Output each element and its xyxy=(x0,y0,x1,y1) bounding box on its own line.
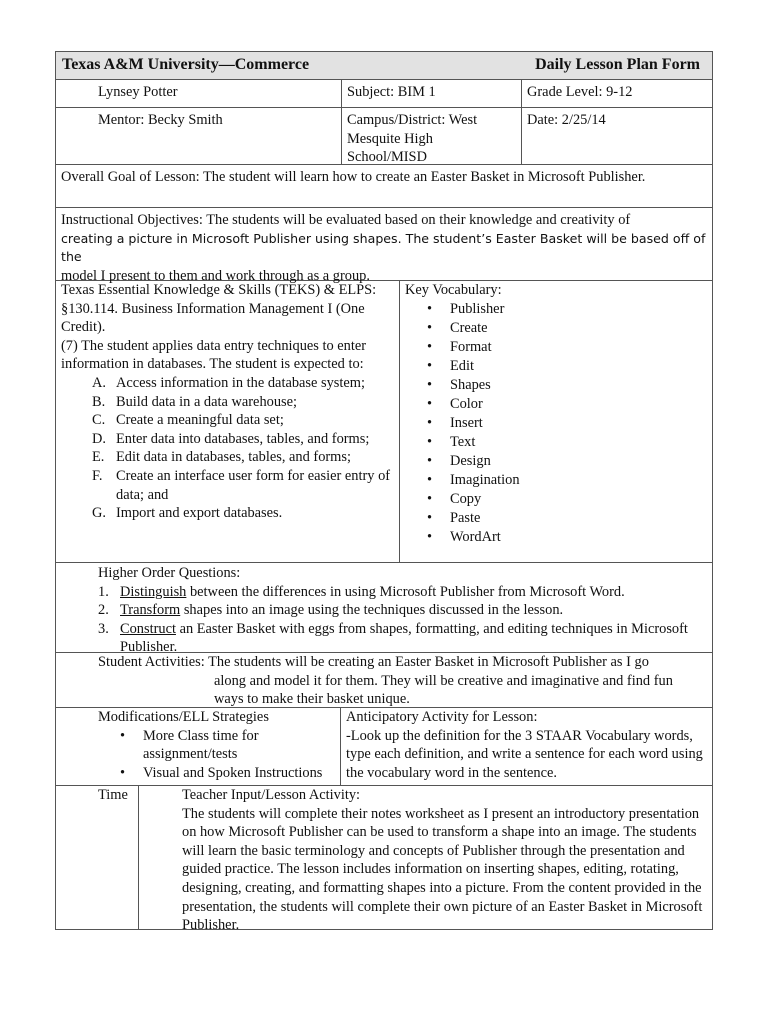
info-row-1 xyxy=(55,80,713,108)
teks-item xyxy=(92,393,394,412)
questions-list xyxy=(61,583,707,657)
objectives-line-1: Instructional Objectives: The students will be evaluated based on their knowledge and creativity of xyxy=(61,212,631,228)
vocabulary-word: • WordArt xyxy=(427,528,707,547)
vocabulary-word: • Format xyxy=(427,338,707,357)
objectives-line-2: creating a picture in Microsoft Publisher using shapes. The student’s Easter Basket will be based off of the xyxy=(61,230,706,265)
modifications-list xyxy=(98,727,335,783)
lesson-activity-row xyxy=(55,786,713,934)
form-title: Daily Lesson Plan Form xyxy=(535,56,700,74)
vocabulary-word: • Imagination xyxy=(427,471,707,490)
teks-item xyxy=(92,430,394,449)
teks-item-text: Access information in the database system; xyxy=(116,374,365,391)
time-label: Time xyxy=(98,787,128,803)
teks-item xyxy=(92,374,394,393)
lesson-plan-form xyxy=(55,51,713,934)
questions-heading: Higher Order Questions: xyxy=(98,565,241,581)
teks-standard: (7) The student applies data entry techniques to enter information in databases. The student is expected to: xyxy=(61,337,367,373)
vocabulary-word: • Edit xyxy=(427,357,707,376)
teks-item-marker: D. xyxy=(92,430,106,447)
lesson-text: The students will complete their notes worksheet as I present an introductory presentation on how Microsoft Publisher can be used to transform a shape into an image. The students will learn the basic terminology and concepts of Publisher through the presentation and guided practice. The lesson includes information on inserting shapes, editing, rotating, designing, creating, and formatting shapes into a picture. From the content provided in the presentation, the students will complete their own picture of an Easter Basket in Microsoft Publisher. xyxy=(182,805,703,934)
question-text: between the differences in using Microsoft Publisher from Microsoft Word. xyxy=(186,583,625,600)
teacher-name: Lynsey Potter xyxy=(98,84,178,100)
vocabulary-list xyxy=(405,300,707,547)
vocabulary-word: • Shapes xyxy=(427,376,707,395)
question-verb: Transform xyxy=(120,602,181,619)
teks-item-text: Import and export databases. xyxy=(116,505,283,522)
vocabulary-section xyxy=(399,281,712,562)
modifications-heading: Modifications/ELL Strategies xyxy=(98,709,269,725)
lesson-activity xyxy=(138,786,712,934)
teks-item-marker: F. xyxy=(92,467,103,484)
teks-item xyxy=(92,467,394,504)
teks-item-marker: B. xyxy=(92,393,106,410)
grade-level: Grade Level: 9-12 xyxy=(521,80,712,107)
question-marker: 2. xyxy=(98,602,109,619)
university-name: Texas A&M University—Commerce xyxy=(62,56,310,74)
modification-item: • More Class time for assignment/tests xyxy=(120,727,335,764)
question-marker: 3. xyxy=(98,620,109,637)
subject: Subject: BIM 1 xyxy=(341,80,521,107)
modifications-row xyxy=(55,708,713,786)
teks-item-text: Create an interface user form for easier entry of data; and xyxy=(116,467,391,503)
question-marker: 1. xyxy=(98,583,109,600)
overall-goal: Overall Goal of Lesson: The student will learn how to create an Easter Basket in Microsoft Publisher. xyxy=(55,165,713,208)
vocabulary-word: • Paste xyxy=(427,509,707,528)
vocabulary-word: • Insert xyxy=(427,414,707,433)
teks-intro: Texas Essential Knowledge & Skills (TEKS) & ELPS: §130.114. Business Information Management I (One Credit). xyxy=(61,282,377,336)
vocabulary-word: • Color xyxy=(427,395,707,414)
lesson-heading: Teacher Input/Lesson Activity: xyxy=(182,787,361,803)
teks-item-marker: A. xyxy=(92,374,106,391)
question-text: shapes into an image using the techniques discussed in the lesson. xyxy=(180,602,564,619)
teks-section xyxy=(56,281,399,562)
question-text: an Easter Basket with eggs from shapes, formatting, and editing techniques in Microsoft Publisher. xyxy=(120,620,688,656)
form-header xyxy=(55,51,713,80)
activities-line-2: along and model it for them. They will be creative and imaginative and find fun xyxy=(214,672,673,689)
teks-item xyxy=(92,504,394,523)
teks-vocab-row xyxy=(55,281,713,563)
teks-item-text: Enter data into databases, tables, and forms; xyxy=(116,430,370,447)
teks-item-text: Create a meaningful data set; xyxy=(116,412,284,429)
teks-item xyxy=(92,448,394,467)
vocabulary-word: • Create xyxy=(427,319,707,338)
teks-item-marker: E. xyxy=(92,449,105,466)
teks-item xyxy=(92,411,394,430)
activities-label: Student Activities: xyxy=(98,654,205,670)
anticipatory-heading: Anticipatory Activity for Lesson: xyxy=(346,709,538,725)
vocabulary-word: • Text xyxy=(427,433,707,452)
activities-line-3: ways to make their basket unique. xyxy=(214,691,410,708)
lesson-date: Date: 2/25/14 xyxy=(521,108,712,164)
teks-list xyxy=(61,374,394,523)
vocabulary-heading: Key Vocabulary: xyxy=(405,282,502,298)
campus-district: Campus/District: West Mesquite High School/MISD xyxy=(341,108,521,164)
vocabulary-word: • Publisher xyxy=(427,300,707,319)
mentor-name: Mentor: Becky Smith xyxy=(98,112,223,128)
objectives-line-3: model I present to them and work through as a group. xyxy=(61,267,370,284)
student-activities xyxy=(55,653,713,708)
question-verb: Construct xyxy=(120,620,176,637)
question-item xyxy=(98,583,707,602)
info-row-2 xyxy=(55,108,713,165)
question-item xyxy=(98,620,707,657)
modifications-section xyxy=(56,708,340,785)
instructional-objectives xyxy=(55,208,713,284)
teks-item-text: Edit data in databases, tables, and forms; xyxy=(116,449,351,466)
vocabulary-word: • Copy xyxy=(427,490,707,509)
question-item xyxy=(98,601,707,620)
anticipatory-text: -Look up the definition for the 3 STAAR Vocabulary words, type each definition, and write a sentence for each word using the vocabulary word in the sentence. xyxy=(346,727,703,781)
higher-order-questions xyxy=(55,563,713,656)
teks-item-marker: G. xyxy=(92,505,106,522)
activities-line-1: The students will be creating an Easter Basket in Microsoft Publisher as I go xyxy=(208,654,649,670)
anticipatory-section xyxy=(340,708,712,785)
modification-item: • Visual and Spoken Instructions xyxy=(120,764,335,783)
question-verb: Distinguish xyxy=(120,583,187,600)
teks-item-text: Build data in a data warehouse; xyxy=(116,393,298,410)
teks-item-marker: C. xyxy=(92,412,106,429)
vocabulary-word: • Design xyxy=(427,452,707,471)
